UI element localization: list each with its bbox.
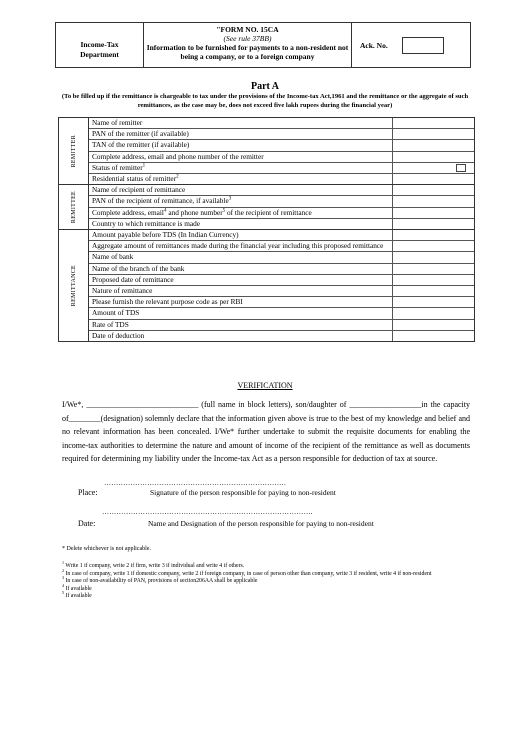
table-row [89,308,474,319]
field-value[interactable] [393,140,474,150]
field-value[interactable] [393,264,474,274]
table-row [89,152,474,163]
form-description: Information to be furnished for payments to a non-resident not being a company, or to a foreign company [146,43,349,61]
date-label: Date: [78,519,96,528]
section-remitter [59,118,474,185]
field-value[interactable] [393,320,474,330]
department-label: Income-Tax Department [56,23,144,67]
field-label: Name of remitter [89,118,393,128]
field-label: Please furnish the relevant purpose code as per RBI [89,297,393,307]
footnote-item: $^3$ In case of non-availability of PAN, provisions of section206AA shall be applicable [62,575,258,585]
table-row [89,252,474,263]
table-row [89,129,474,140]
details-table [58,117,475,342]
field-label: PAN of the recipient of remittance, if available$^3$ [89,196,393,206]
section-label [59,118,89,184]
field-value[interactable] [393,252,474,262]
section-label-text: REMITTER [70,134,77,168]
table-row [89,230,474,241]
field-label: PAN of the remitter (if available) [89,129,393,139]
field-value[interactable] [393,118,474,128]
field-value[interactable] [393,308,474,318]
field-value[interactable] [393,174,474,184]
table-row [89,241,474,252]
field-value[interactable] [393,185,474,195]
field-label: TAN of the remitter (if available) [89,140,393,150]
field-label: Date of deduction [89,331,393,341]
field-value[interactable] [393,275,474,285]
field-value[interactable] [393,129,474,139]
ack-number-field[interactable] [402,37,444,54]
name-designation-dotted-line[interactable]: ……………………………………………………………………………. [102,508,313,516]
table-row [89,185,474,196]
field-label: Complete address, email and phone number of the remitter [89,152,393,162]
table-row [89,297,474,308]
table-row [89,208,474,219]
table-row [89,140,474,151]
field-value[interactable] [393,208,474,218]
field-label: Name of recipient of remittance [89,185,393,195]
status-checkbox[interactable] [456,164,466,172]
field-label: Amount of TDS [89,308,393,318]
field-value[interactable] [393,286,474,296]
field-value[interactable] [393,196,474,206]
verification-title: VERIFICATION [237,381,293,390]
ack-block [352,23,470,67]
field-label: Rate of TDS [89,320,393,330]
field-label: Aggregate amount of remittances made during the financial year including this proposed remittance [89,241,393,251]
field-label: Proposed date of remittance [89,275,393,285]
section-remittance [59,230,474,341]
signature-caption: Signature of the person responsible for paying to non-resident [150,488,336,497]
field-value[interactable] [393,241,474,251]
table-row [89,219,474,229]
field-value[interactable] [393,219,474,229]
table-row [89,174,474,184]
footnote-item: $^2$ In case of company, write 1 if domestic company, write 2 if foreign company, in case of person other than company, write 3 if resident, write 4 if non-resident [62,567,432,577]
ack-label: Ack. No. [360,40,388,50]
delete-note: * Delete whichever is not applicable. [62,546,151,552]
table-row [89,264,474,275]
table-row [89,118,474,129]
section-remittee [59,185,474,230]
signature-dotted-line[interactable]: …………………………………………………………………. [104,479,286,487]
form-title-block [144,23,352,67]
field-label: Country to which remittance is made [89,219,393,229]
table-row [89,196,474,207]
field-value[interactable] [393,163,474,173]
field-label: Name of bank [89,252,393,262]
section-label [59,230,89,341]
field-label: Nature of remittance [89,286,393,296]
footnote-item: $^5$ If available [62,590,92,600]
table-row [89,320,474,331]
field-value[interactable] [393,230,474,240]
field-label: Status of remitter$^1$ [89,163,393,173]
footnotes [62,560,474,601]
table-row [89,331,474,341]
section-label-text: REMITTANCE [70,264,77,307]
part-note: (To be filled up if the remittance is chargeable to tax under the provisions of the Income-tax Act,1961 and the remittance or the aggregate of such remittances, as the case may be, does not exceed five lakh rupees during the financial year) [61,93,469,109]
place-label: Place: [78,488,98,497]
field-label: Complete address, email$^4$ and phone number$^5$ of the recipient of remittance [89,208,393,218]
verification-text: I/We*, ____________________________ (full name in block letters), son/daughter of __________________in the capacity of________(designation) solemnly declare that the information given above is true to the best of my knowledge and belief and no relevant information has been concealed. I/We* further undertake to submit the requisite documents for enabling the income-tax authorities to determine the nature and amount of income of the recipient of the remittance as well as documents required for determining my liability under the Income-tax Act as a person responsible for deduction of tax at source. [62,400,470,464]
form-rule: (See rule 37BB) [223,34,272,43]
field-label: Amount payable before TDS (In Indian Currency) [89,230,393,240]
part-title: Part A [250,81,280,92]
field-value[interactable] [393,331,474,341]
footnote-item: $^4$ If available [62,582,92,592]
table-row [89,163,474,174]
form-number: "FORM NO. 15CA [216,25,279,34]
form-header [55,22,471,68]
name-designation-caption: Name and Designation of the person responsible for paying to non-resident [148,519,374,528]
field-label: Residential status of remitter$^2$ [89,174,393,184]
section-label [59,185,89,229]
field-label: Name of the branch of the bank [89,264,393,274]
section-label-text: REMITTEE [70,191,77,224]
table-row [89,286,474,297]
field-value[interactable] [393,297,474,307]
table-row [89,275,474,286]
footnote-item: $^1$ Write 1 if company, write 2 if firm, write 3 if individual and write 4 if others. [62,560,245,569]
field-value[interactable] [393,152,474,162]
